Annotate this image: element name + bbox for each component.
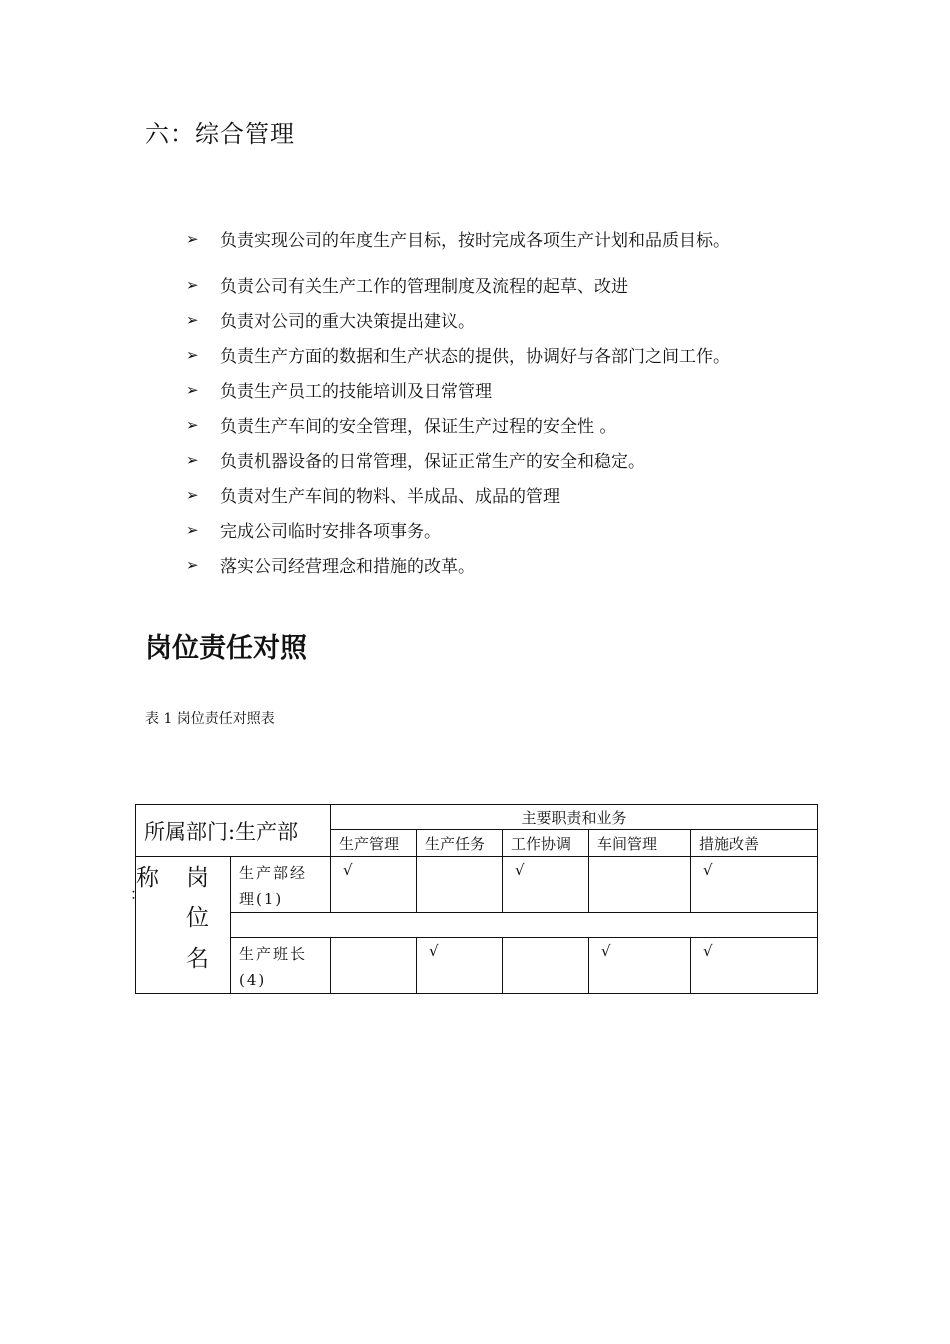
post-name: 生产班长(4) bbox=[231, 938, 331, 994]
arrow-bullet-icon: ➢ bbox=[186, 415, 199, 434]
check-cell: √ bbox=[417, 938, 503, 994]
table-spacer-row bbox=[136, 913, 818, 938]
check-cell bbox=[503, 938, 589, 994]
column-header: 车间管理 bbox=[589, 830, 691, 857]
duty-text: 完成公司临时安排各项事务。 bbox=[220, 522, 441, 542]
arrow-bullet-icon: ➢ bbox=[186, 345, 199, 364]
duty-item bbox=[186, 547, 886, 582]
column-header: 生产任务 bbox=[417, 830, 503, 857]
duty-text: 负责对公司的重大决策提出建议。 bbox=[220, 312, 475, 332]
duty-list bbox=[186, 222, 886, 582]
post-header-char: 位 bbox=[186, 905, 209, 931]
table-caption: 表 1 岗位责任对照表 bbox=[145, 711, 275, 727]
column-header: 生产管理 bbox=[331, 830, 417, 857]
duty-item bbox=[186, 222, 886, 255]
table-row bbox=[136, 938, 818, 994]
check-cell: √ bbox=[691, 938, 818, 994]
duty-text: 负责对生产车间的物料、半成品、成品的管理 bbox=[220, 487, 560, 507]
group-header: 主要职责和业务 bbox=[331, 805, 818, 830]
arrow-bullet-icon: ➢ bbox=[186, 275, 199, 294]
post-header-char: 称 bbox=[136, 865, 159, 891]
duty-item bbox=[186, 372, 886, 407]
check-cell: √ bbox=[589, 938, 691, 994]
arrow-bullet-icon: ➢ bbox=[186, 310, 199, 329]
arrow-bullet-icon: ➢ bbox=[186, 450, 199, 469]
check-cell: √ bbox=[503, 857, 589, 913]
duty-text: 负责生产员工的技能培训及日常管理 bbox=[220, 382, 492, 402]
post-header-cell bbox=[130, 857, 231, 994]
duty-item bbox=[186, 442, 886, 477]
duty-item bbox=[186, 512, 886, 547]
duty-text: 负责实现公司的年度生产目标，按时完成各项生产计划和品质目标。 bbox=[220, 231, 730, 251]
arrow-bullet-icon: ➢ bbox=[186, 485, 199, 504]
duty-text: 负责公司有关生产工作的管理制度及流程的起草、改进 bbox=[220, 277, 628, 297]
arrow-bullet-icon: ➢ bbox=[186, 520, 199, 539]
duty-item bbox=[186, 337, 886, 372]
table-row bbox=[136, 857, 818, 913]
duty-item bbox=[186, 477, 886, 512]
column-header: 措施改善 bbox=[691, 830, 818, 857]
department-label: 所属部门:生产部 bbox=[136, 805, 331, 857]
duty-matrix-table bbox=[130, 804, 818, 994]
post-name: 生产部经理(1) bbox=[231, 857, 331, 913]
duty-text: 负责生产方面的数据和生产状态的提供，协调好与各部门之间工作。 bbox=[220, 347, 730, 367]
section-title: 岗位责任对照 bbox=[145, 633, 307, 664]
post-header-char: 名 bbox=[186, 946, 209, 972]
check-cell bbox=[417, 857, 503, 913]
check-cell bbox=[331, 938, 417, 994]
column-header: 工作协调 bbox=[503, 830, 589, 857]
check-cell bbox=[589, 857, 691, 913]
section-heading: 六：综合管理 bbox=[145, 120, 295, 148]
duty-item bbox=[186, 267, 886, 302]
empty-cell bbox=[231, 913, 818, 938]
duty-item bbox=[186, 302, 886, 337]
duty-text: 负责生产车间的安全管理，保证生产过程的安全性 。 bbox=[220, 417, 617, 437]
post-header-colon: ： bbox=[130, 885, 146, 903]
duty-text: 落实公司经营理念和措施的改革。 bbox=[220, 557, 475, 577]
arrow-bullet-icon: ➢ bbox=[186, 555, 199, 574]
check-cell: √ bbox=[691, 857, 818, 913]
arrow-bullet-icon: ➢ bbox=[186, 380, 199, 399]
duty-text: 负责机器设备的日常管理，保证正常生产的安全和稳定。 bbox=[220, 452, 645, 472]
arrow-bullet-icon: ➢ bbox=[186, 229, 199, 248]
post-header-char: 岗 bbox=[186, 865, 209, 891]
check-cell: √ bbox=[331, 857, 417, 913]
duty-item bbox=[186, 407, 886, 442]
